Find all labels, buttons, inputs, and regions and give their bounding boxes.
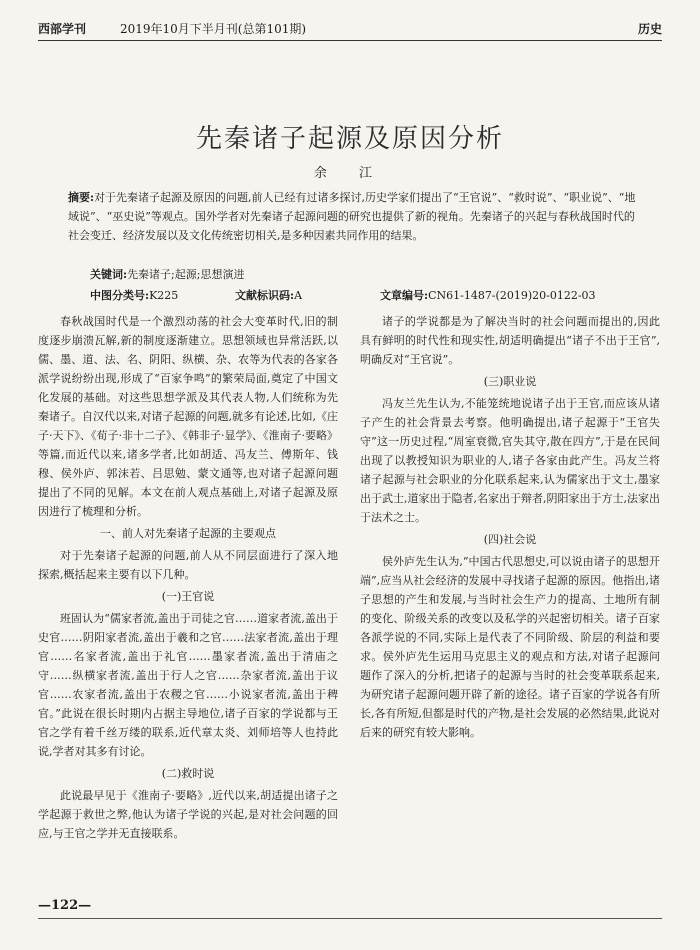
footer-divider	[38, 918, 662, 919]
body-paragraph: 对于先秦诸子起源的问题,前人从不同层面进行了深入地探索,概括起来主要有以下几种。	[38, 549, 338, 581]
left-column	[38, 312, 338, 843]
abstract	[68, 188, 640, 245]
journal-name: 西部学刊	[38, 22, 87, 36]
article-title: 先秦诸子起源及原因分析	[195, 124, 504, 154]
article-no-label: 文章编号:	[380, 289, 429, 302]
subsection-heading: (四)社会说	[483, 533, 537, 546]
body-paragraph: 班固认为“儒家者流,盖出于司徒之官……道家者流,盖出于史官……阴阳家者流,盖出于羲和之官……法家者流,盖出于理官……名家者流,盖出于礼官……墨家者流,盖出于清庙之守……纵横家者流,盖出于行人之官……杂家者流,盖出于议官……农家者流,盖出于农稷之官……小说家者流,盖出于稗官。”此说在很长时期内占据主导地位,诸子百家的学说都与王官之学有着千丝万缕的联系,近代章太炎、刘师培等人也持此说,学者对其多有讨论。	[38, 612, 338, 758]
issue-info: 2019年10月下半月刊(总第101期)	[120, 22, 307, 36]
clc-value: K225	[149, 289, 179, 302]
section-heading: 一、前人对先秦诸子起源的主要观点	[100, 527, 276, 540]
keywords-label: 关键词:	[90, 268, 128, 281]
page-number: —122—	[38, 898, 92, 913]
article-no-value: CN61-1487-(2019)20-0122-03	[428, 289, 596, 302]
author-name: 余 江	[313, 166, 387, 181]
header-divider	[38, 40, 662, 41]
doc-label: 文献标识码:	[235, 289, 295, 302]
section-label: 历史	[637, 22, 662, 36]
subsection-heading: (二)救时说	[161, 767, 215, 780]
abstract-text: 对于先秦诸子起源及原因的问题,前人已经有过诸多探讨,历史学家们提出了“王官说”、“救时说”、“职业说”、“地域说”、“巫史说”等观点。国外学者对先秦诸子起源问题的研究也提供了新的视角。先秦诸子的兴起与春秋战国时代的社会变迁、经济发展以及文化传统密切相关,是多种因素共同作用的结果。	[68, 191, 636, 242]
right-column	[360, 312, 660, 742]
keywords-text: 先秦诸子;起源;思想演进	[127, 268, 245, 281]
clc-number	[90, 287, 178, 303]
doc-code	[235, 287, 302, 303]
body-paragraph: 诸子的学说都是为了解决当时的社会问题而提出的,因此具有鲜明的时代性和现实性,胡适明确提出“诸子不出于王官”,明确反对“王官说”。	[360, 315, 660, 366]
body-paragraph: 冯友兰先生认为,不能笼统地说诸子出于王官,而应该从诸子产生的社会背景去考察。他明确提出,诸子起源于“王官失守”这一历史过程,“周室衰微,官失其守,散在四方”,于是在民间出现了以教授知识为职业的人,诸子各家由此产生。冯友兰将诸子起源与社会职业的分化联系起来,认为儒家出于文士,墨家出于武士,道家出于隐者,名家出于辩者,阴阳家出于方士,法家出于法术之士。	[360, 397, 660, 524]
abstract-label: 摘要:	[68, 191, 95, 204]
keywords	[90, 266, 244, 282]
subsection-heading: (一)王官说	[161, 590, 215, 603]
running-header	[38, 18, 662, 38]
doc-value: A	[294, 289, 303, 302]
clc-label: 中图分类号:	[90, 289, 150, 302]
subsection-heading: (三)职业说	[483, 375, 537, 388]
body-paragraph: 侯外庐先生认为,“中国古代思想史,可以说由诸子的思想开端”,应当从社会经济的发展中寻找诸子起源的原因。他指出,诸子思想的产生和发展,与当时社会生产力的提高、土地所有制的变化、阶级关系的改变以及私学的兴起密切相关。诸子百家各派学说的不同,实际上是代表了不同阶级、阶层的利益和要求。侯外庐先生运用马克思主义的观点和方法,对诸子起源问题作了深入的分析,把诸子的起源与当时的社会变革联系起来,为研究诸子起源问题开辟了新的途径。诸子百家的学说各有所长,各有所短,但都是时代的产物,是社会发展的必然结果,此说对后来的研究有较大影响。	[360, 555, 660, 739]
article-number	[380, 287, 596, 303]
body-paragraph: 春秋战国时代是一个激烈动荡的社会大变革时代,旧的制度逐步崩溃瓦解,新的制度逐渐建立。思想领域也异常活跃,以儒、墨、道、法、名、阴阳、纵横、杂、农等为代表的各家各派学说纷纷出现,形成了“百家争鸣”的繁荣局面,奠定了中国文化发展的基础。对这些思想学派及其代表人物,人们统称为先秦诸子。自汉代以来,对诸子起源的问题,就多有论述,比如,《庄子·天下》、《荀子·非十二子》、《韩非子·显学》、《淮南子·要略》等篇,而近代以来,诸多学者,比如胡适、冯友兰、傅斯年、钱穆、侯外庐、郭沫若、吕思勉、蒙文通等,也对诸子起源问题提出了不同的见解。本文在前人观点基础上,对诸子起源及原因进行了梳理和分析。	[38, 315, 338, 518]
body-paragraph: 此说最早见于《淮南子·要略》,近代以来,胡适提出诸子之学起源于救世之弊,他认为诸子学说的兴起,是对社会问题的回应,与王官之学并无直接联系。	[38, 789, 338, 840]
